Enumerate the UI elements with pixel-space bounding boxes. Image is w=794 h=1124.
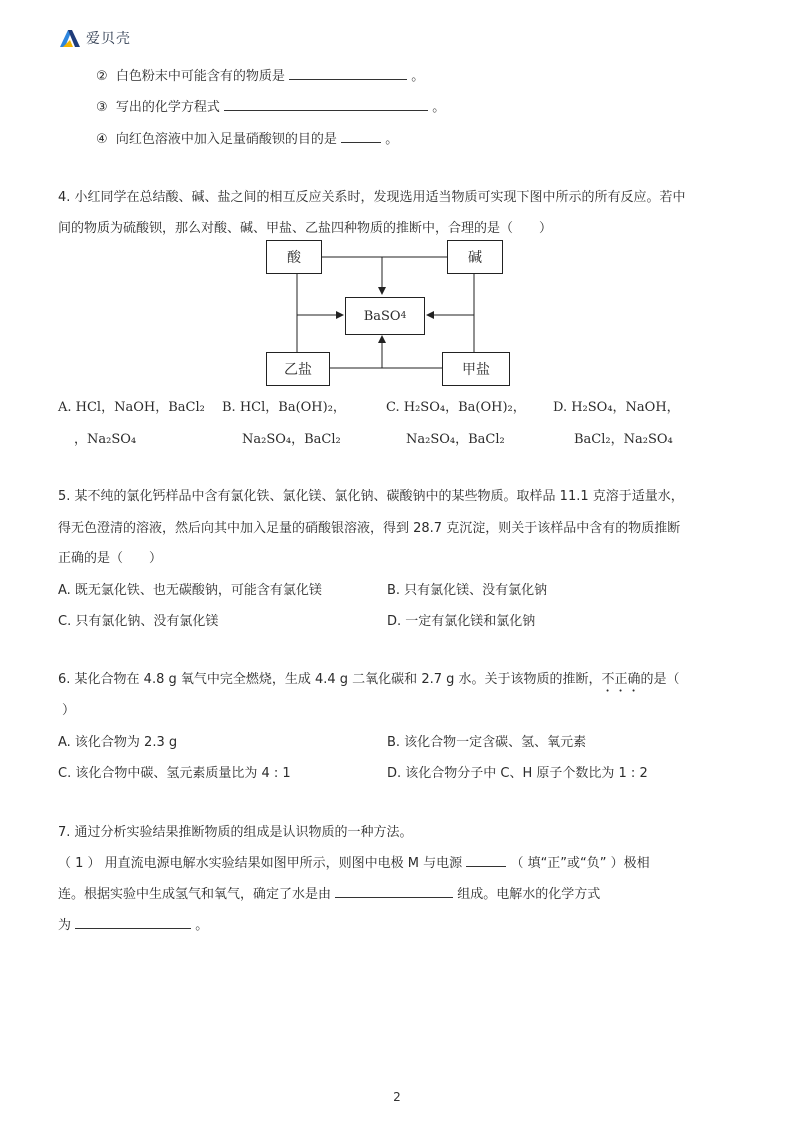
q4-option-a[interactable]: A. HCl，NaOH，BaCl₂ [58,400,205,415]
q6-option-b[interactable]: B. 该化合物一定含碳、氢、氧元素 [387,735,587,750]
q6-stem-line2: ） [62,703,76,718]
q4-option-c[interactable]: C. H₂SO₄，Ba(OH)₂， [386,400,526,415]
q3-item-3: ③ 写出的化学方程式 。 [96,96,445,115]
q4-stem-line1: 4. 小红同学在总结酸、碱、盐之间的相互反应关系时，发现选用适当物质可实现下图中所示的所有反应。若中 [58,190,686,205]
q5-option-b[interactable]: B. 只有氯化镁、没有氯化钠 [387,583,548,598]
q3-item-4: ④ 向红色溶液中加入足量硝酸钡的目的是 。 [96,128,398,147]
q4-option-b[interactable]: B. HCl，Ba(OH)₂， [222,400,346,415]
q6-option-c[interactable]: C. 该化合物中碳、氢元素质量比为 4 : 1 [58,766,291,781]
q6-stem-line1: 6. 某化合物在 4.8 g 氧气中完全燃烧，生成 4.4 g 二氧化碳和 2.7 g 水。关于该物质的推断，不正确的是（ [58,672,680,687]
answer-blank[interactable] [75,914,191,929]
emphasis-text: 不正确 [601,672,641,687]
q7-part1-line3: 为 。 [58,914,208,933]
q4-option-a-cont: ，Na₂SO₄ [74,432,137,447]
answer-blank[interactable] [335,883,453,898]
reaction-diagram [0,0,794,400]
q6-option-a[interactable]: A. 该化合物为 2.3 g [58,735,178,750]
q5-stem-line2: 得无色澄清的溶液，然后向其中加入足量的硝酸银溶液，得到 28.7 克沉淀，则关于该样品中含有的物质推断 [58,521,681,536]
q7-part1-line2: 连。根据实验中生成氢气和氧气，确定了水是由 组成。电解水的化学方式 [58,883,600,902]
node-salt-yi: 乙盐 [266,352,330,386]
q4-stem-line2: 间的物质为硫酸钡，那么对酸、碱、甲盐、乙盐四种物质的推断中，合理的是（ ） [58,221,553,236]
node-baso4: BaSO 4 [345,297,425,335]
q4-option-b-cont: Na₂SO₄，BaCl₂ [242,432,341,447]
q7-stem-line1: 7. 通过分析实验结果推断物质的组成是认识物质的一种方法。 [58,825,413,840]
q5-option-d[interactable]: D. 一定有氯化镁和氯化钠 [387,614,536,629]
logo-text: 爱贝壳 [86,31,131,47]
q7-part1-line1: （ 1 ） 用直流电源电解水实验结果如图甲所示，则图中电极 M 与电源 （ 填“正”或“负” ）极相 [58,852,650,871]
q4-option-d[interactable]: D. H₂SO₄，NaOH， [553,400,680,415]
q6-option-d[interactable]: D. 该化合物分子中 C、H 原子个数比为 1 : 2 [387,766,648,781]
node-salt-jia: 甲盐 [442,352,510,386]
q4-option-d-cont: BaCl₂，Na₂SO₄ [574,432,673,447]
node-acid: 酸 [266,240,322,274]
page-number: 2 [393,1090,401,1104]
q4-option-c-cont: Na₂SO₄，BaCl₂ [406,432,505,447]
q3-item-2: ② 白色粉末中可能含有的物质是 。 [96,65,424,84]
q5-stem-line3: 正确的是（ ） [58,551,163,566]
q5-option-c[interactable]: C. 只有氯化钠、没有氯化镁 [58,614,219,629]
q5-option-a[interactable]: A. 既无氯化铁、也无碳酸钠，可能含有氯化镁 [58,583,322,598]
q5-stem-line1: 5. 某不纯的氯化钙样品中含有氯化铁、氯化镁、氯化钠、碳酸钠中的某些物质。取样品 11.1 克溶于适量水， [58,489,684,504]
node-base: 碱 [447,240,503,274]
answer-blank[interactable] [466,852,506,867]
